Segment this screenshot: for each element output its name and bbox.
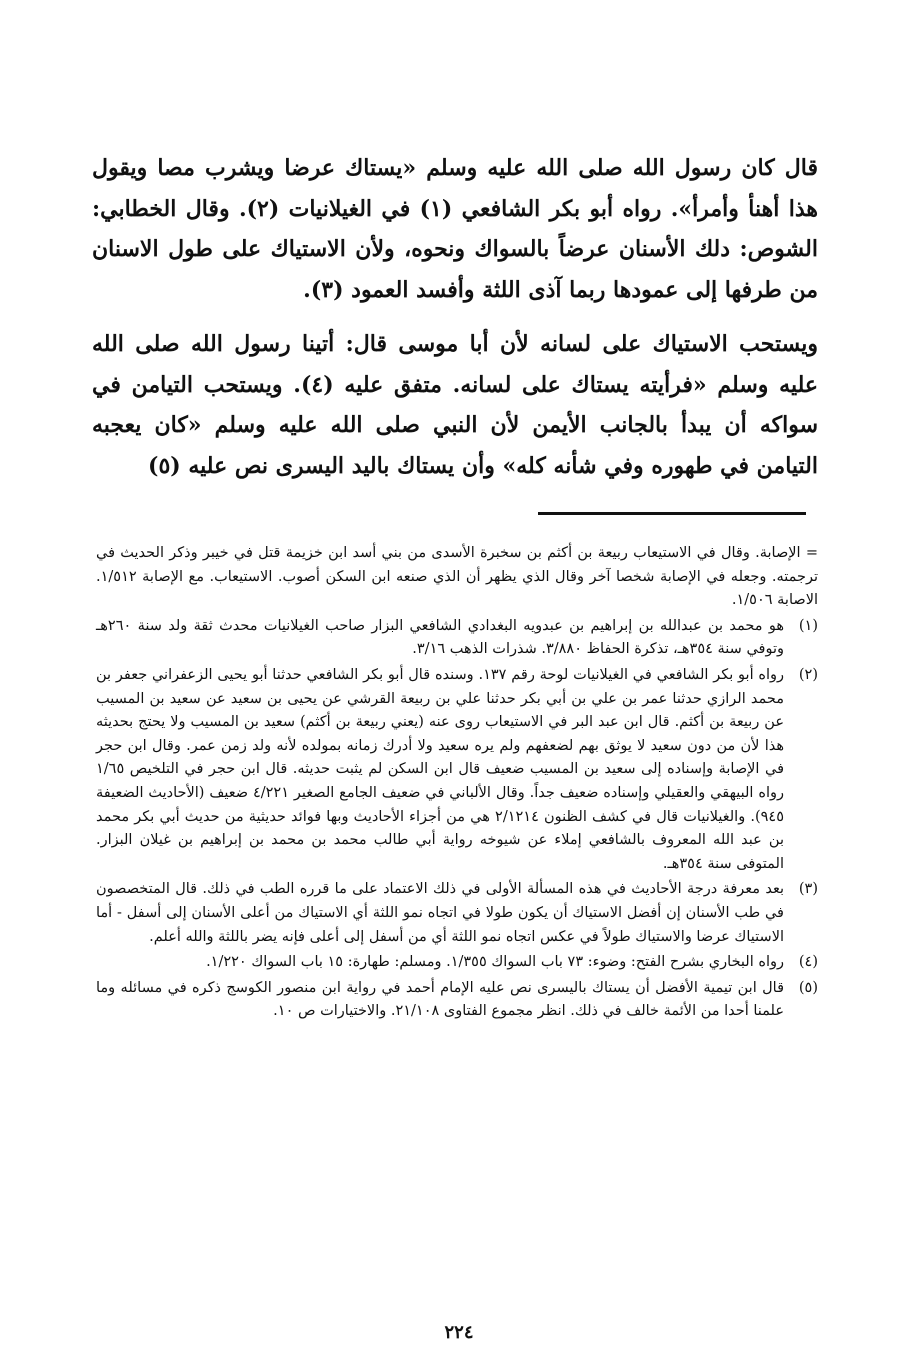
main-paragraph-1: قال كان رسول الله صلى الله عليه وسلم «يستاك عرضا ويشرب مصا ويقول هذا أهنأ وأمرأ». رواه أبو بكر الشافعي (١) في الغيلانيات (٢). وقال الخطابي: الشوص: دلك الأسنان عرضاً بالسواك ونحوه، ولأن الاستياك على طول الاسنان من طرفها إلى عمودها ربما آذى اللثة وأفسد العمود (٣). [92, 155, 818, 303]
footnote-4 [96, 951, 818, 975]
page-number: ٢٢٤ [444, 1322, 474, 1343]
footnote-1 [96, 615, 818, 662]
footnote-number: (٤) [798, 954, 818, 971]
footnote-2 [96, 664, 818, 876]
footnote-separator [538, 512, 806, 515]
footnote-number: (١) [798, 617, 818, 634]
footnote-text: رواه البخاري بشرح الفتح: وضوء: ٧٣ باب السواك ١/٣٥٥. ومسلم: طهارة: ١٥ باب السواك ١/٢٢٠. [206, 954, 784, 971]
footnote-5 [96, 977, 818, 1024]
footnote-text: بعد معرفة درجة الأحاديث في هذه المسألة الأولى في ذلك الاعتماد على ما قرره الطب في ذلك. قال المتخصصون في طب الأسنان إن أفضل الاستياك أن يكون طولا في اتجاه نمو اللثة أي الاستياك من أعلى الأسنان إلى أسفل - أما الاستياك عرضا والاستياك طولاً في عكس اتجاه نمو اللثة أي من أسفل إلى أعلى فإنه يضر باللثة والله أعلم. [96, 881, 784, 945]
footnote-3 [96, 878, 818, 949]
main-paragraph-2: ويستحب الاستياك على لسانه لأن أبا موسى قال: أتينا رسول الله صلى الله عليه وسلم «فرأيته يستاك على لسانه. متفق عليه (٤). ويستحب التيامن في سواكه أن يبدأ بالجانب الأيمن لأن النبي صلى الله عليه وسلم «كان يعجبه التيامن في طهوره وفي شأنه كله» وأن يستاك باليد اليسرى نص عليه (٥) [92, 331, 818, 479]
footnote-text: قال ابن تيمية الأفضل أن يستاك باليسرى نص عليه الإمام أحمد في رواية ابن منصور الكوسج ذكره في مسائله وما علمنا أحدا من الأئمة خالف في ذلك. انظر مجموع الفتاوى ٢١/١٠٨. والاختيارات ص ١٠. [96, 979, 784, 1020]
footnotes [96, 542, 818, 1026]
footnote-number: (٢) [798, 666, 818, 683]
footnote-continuation [96, 542, 818, 613]
footnote-number: (٥) [798, 979, 818, 996]
footnote-text: = الإصابة. وقال في الاستيعاب ربيعة بن أكثم بن سخبرة الأسدى من بني أسد ابن خزيمة قتل في خيبر وذكر الحديث في ترجمته. وجعله في الإصابة شخصا آخر وقال الذي يظهر أن الذي صنعه ابن السكن أصوب. الاستيعاب. مع الإصابة ١/٥١٢. الاصابة ١/٥٠٦. [96, 545, 818, 609]
footnote-number: (٣) [798, 881, 818, 898]
footnote-text: رواه أبو بكر الشافعي في الغيلانيات لوحة رقم ١٣٧. وسنده قال أبو بكر الشافعي حدثنا أبو يحيى الزعفراني جعفر بن محمد الرازي حدثنا عمر بن علي بن أبي بكر حدثنا علي بن ربيعة القرشي عن يحيى بن سعيد عن سعيد بن المسيب عن ربيعة بن أكثم. قال ابن عبد البر في الاستيعاب روى عنه (يعني ربيعة بن أكثم) سعيد بن المسيب ولا يحتج بحديثه هذا لأن من دون سعيد لا يوثق بهم لضعفهم ولم يره سعيد ولا أدرك زمانه بمولده لأنه ولد زمن عمر. وقال ابن حجر في الإصابة وإسناده إلى سعيد بن المسيب ضعيف قال ابن السكن لم يثبت حديثه. قال ابن حجر في التلخيص ١/٦٥ رواه البيهقي والعقيلي وإسناده ضعيف جداً. وقال الألباني في ضعيف الجامع الصغير ٤/٢٢١ ضعيف (الأحاديث الضعيفة ٩٤٥). والغيلانيات قال في كشف الظنون ٢/١٢١٤ هي من أجزاء الأحاديث وبها فوائد حديثية من حديث أبي بكر محمد بن عبد الله المعروف بالشافعي إملاء عن شيوخه رواية أبي طالب محمد بن محمد بن إبراهيم بن غيلان البزار. المتوفى سنة ٣٥٤هـ. [96, 666, 785, 872]
main-text [92, 148, 818, 486]
footnote-text: هو محمد بن عبدالله بن إبراهيم بن عبدويه البغدادي الشافعي البزار صاحب الغيلانيات محدث ثقة ولد سنة ٢٦٠هـ وتوفي سنة ٣٥٤هـ، تذكرة الحفاظ ٣/٨٨٠. شذرات الذهب ٣/١٦. [96, 617, 784, 658]
